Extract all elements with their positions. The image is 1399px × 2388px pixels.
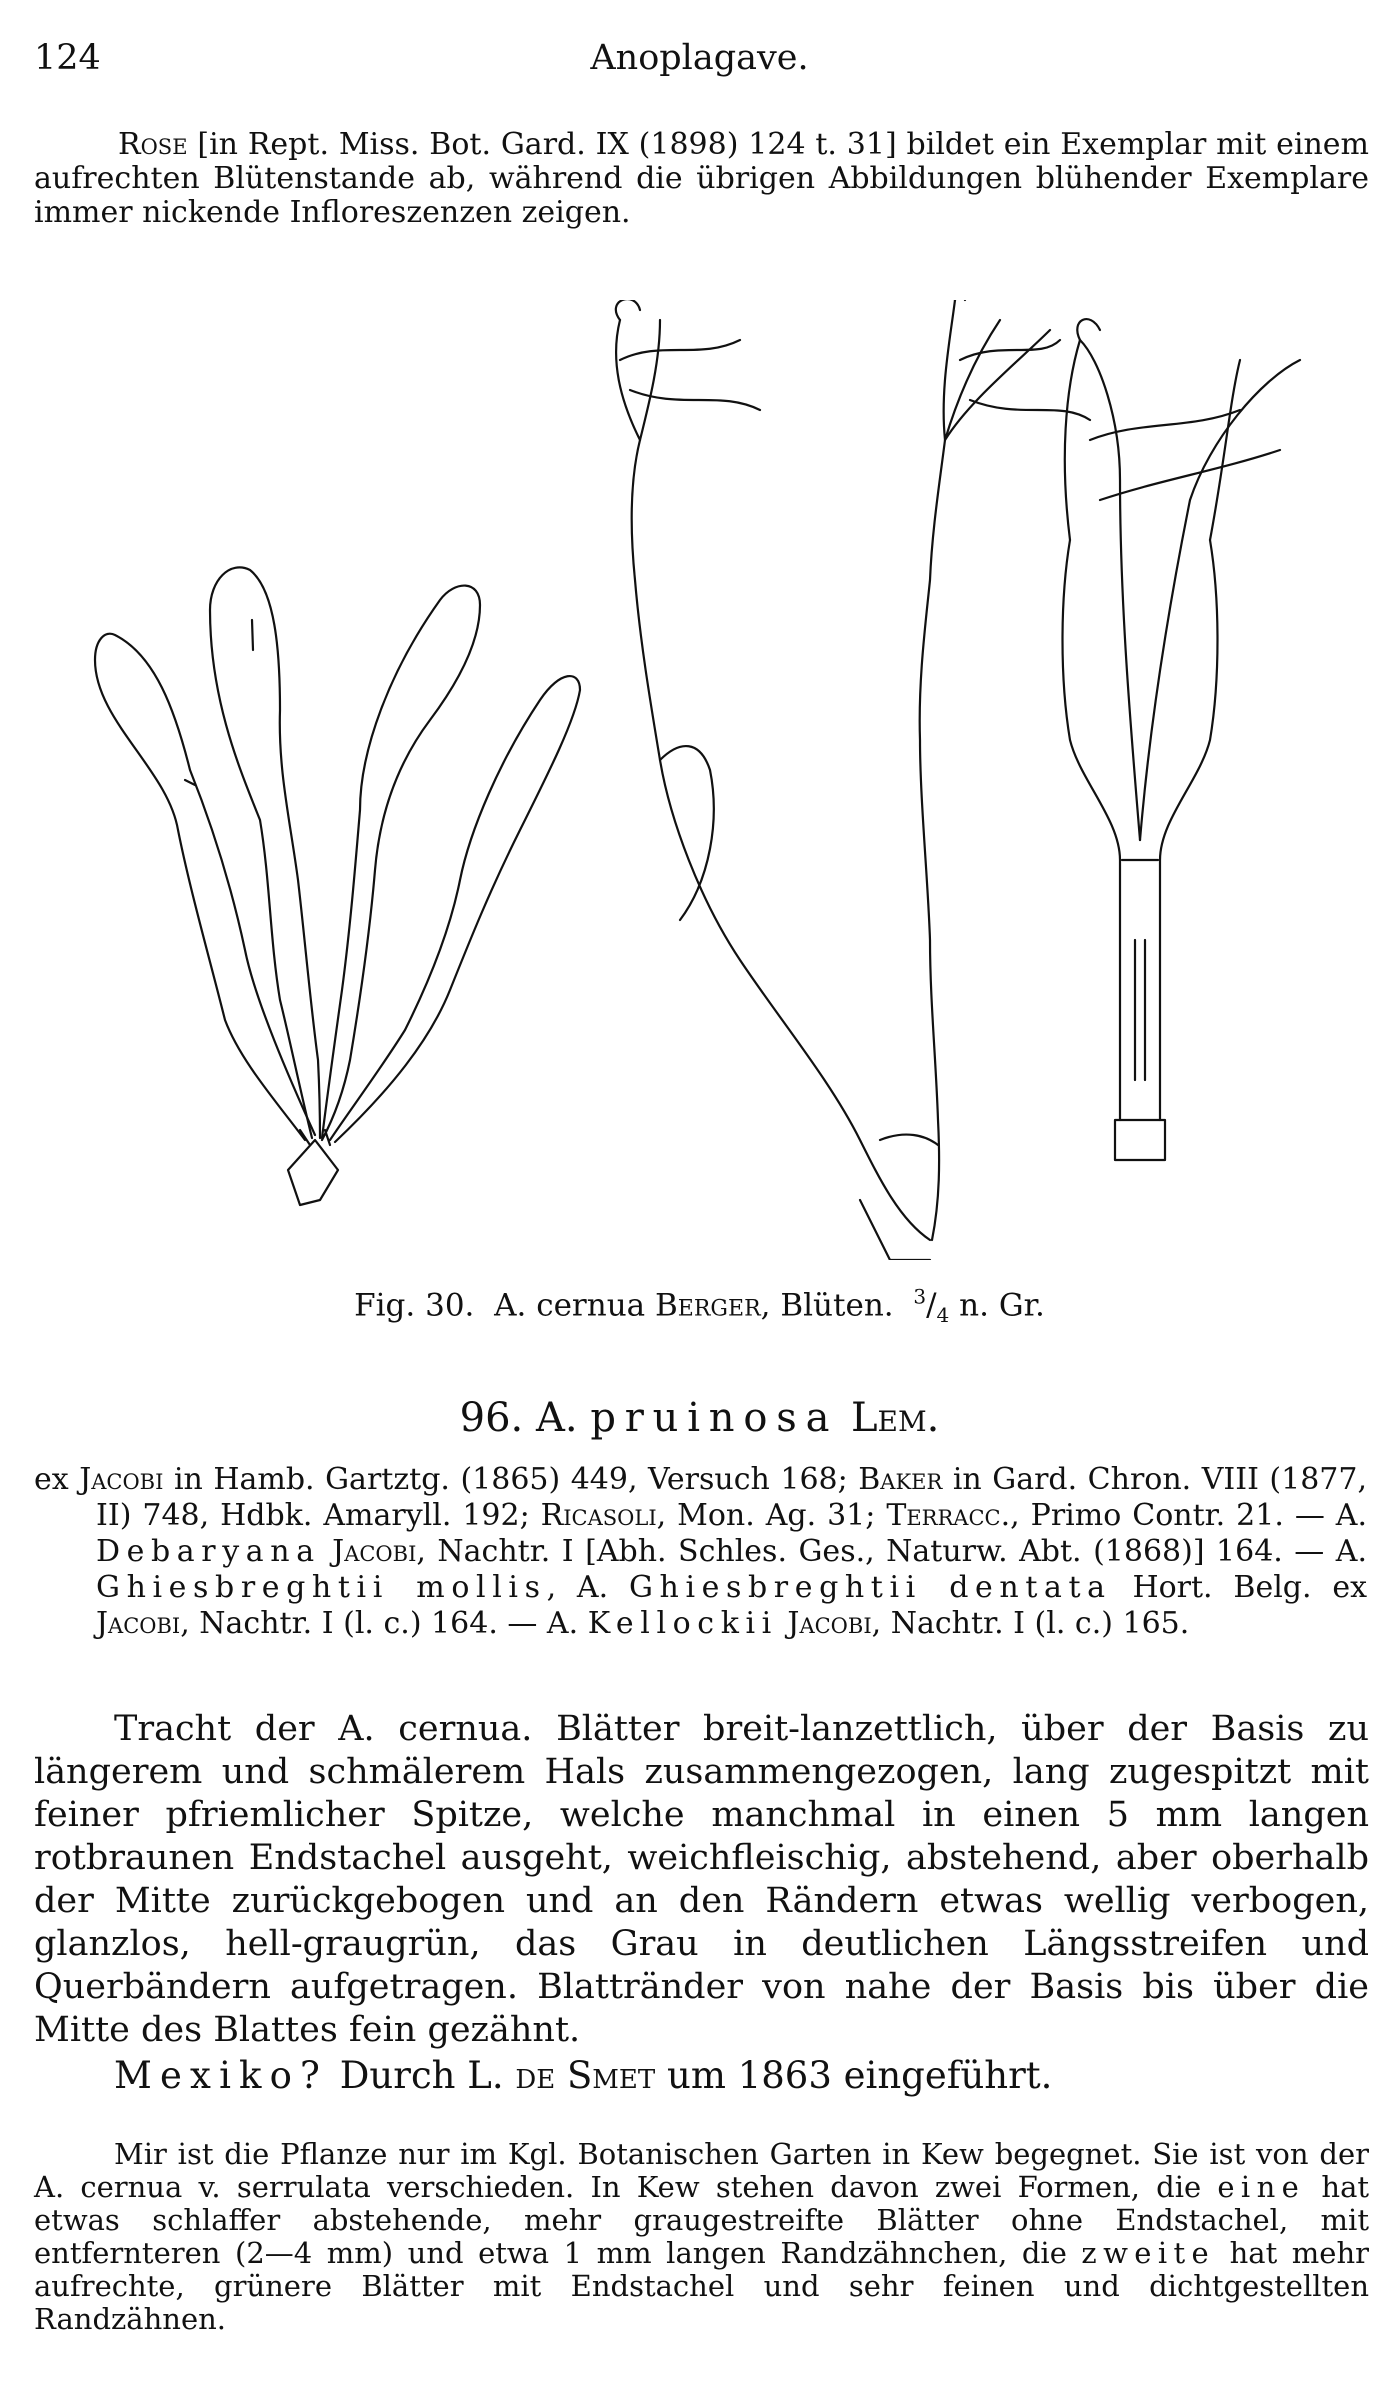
flower-cluster-left: [95, 567, 580, 1205]
note-paragraph: [34, 2138, 1369, 2336]
syn-text: , A.: [546, 1570, 609, 1605]
syn-text: , Nachtr. I (l. c.) 164. — A.: [180, 1606, 579, 1641]
note-emph: eine: [1217, 2170, 1306, 2204]
distribution-text: Durch L.: [339, 2054, 504, 2097]
syn-author: Baker: [858, 1462, 943, 1497]
syn-author: Ricasoli: [540, 1498, 657, 1533]
distribution-de: de: [515, 2054, 556, 2097]
syn-species: Kellockii: [587, 1606, 778, 1641]
figure-caption: [0, 1285, 1399, 1328]
note-emph: zweite: [1081, 2236, 1216, 2270]
synonymy-paragraph: [34, 1462, 1367, 1642]
flower-illustration: [60, 300, 1360, 1260]
scale-denominator: 4: [936, 1303, 950, 1328]
intro-paragraph: [34, 128, 1369, 230]
syn-text: , Nachtr. I (l. c.) 165.: [871, 1606, 1190, 1641]
syn-text: in Hamb. Gartztg. (1865) 449, Versuch 168;: [173, 1462, 848, 1497]
scale-numerator: 3: [913, 1285, 927, 1309]
note-text: hat etwas schlaffer abstehende, mehr graugestreifte Blätter ohne Endstachel, mit entfernteren (2—4 mm) und etwa 1 mm langen Randzähnchen, die: [34, 2170, 1370, 2270]
flower-center: [616, 300, 1090, 1260]
syn-author: Jacobi: [79, 1462, 164, 1497]
syn-author: Terracc.: [886, 1498, 1011, 1533]
syn-text: , Primo Contr. 21. — A.: [1010, 1498, 1367, 1533]
caption-prefix: Fig. 30.: [354, 1287, 475, 1324]
intro-text: [in Rept. Miss. Bot. Gard. IX (1898) 124 t. 31] bildet ein Exemplar mit einem aufrechten Blütenstande ab, während die übrigen Abbildungen blühender Exemplare immer nickende Infloreszenzen zeigen.: [34, 127, 1369, 230]
syn-text: , Nachtr. I [Abh. Schles. Ges., Naturw. Abt. (1868)] 164. — A.: [416, 1534, 1367, 1569]
description-paragraph: Tracht der A. cernua. Blätter breit-lanzettlich, über der Basis zu längerem und schmälerem Hals zusammengezogen, lang zugespitzt mit feiner pfriemlicher Spitze, welche manchmal in einen 5 mm langen rotbraunen Endstachel ausgeht, weichfleischig, abstehend, aber oberhalb der Mitte zurückgebogen und an den Rändern etwas wellig verbogen, glanzlos, hell-graugrün, das Grau in deutlichen Längsstreifen und Querbändern aufgetragen. Blattränder von nahe der Basis bis über die Mitte des Blattes fein gezähnt.: [34, 1709, 1369, 2050]
caption-scale: $^3/_4$: [913, 1285, 950, 1328]
species-author: Lem.: [850, 1395, 940, 1441]
species-name: pruinosa: [590, 1395, 839, 1441]
species-number: 96. A.: [459, 1395, 578, 1441]
syn-author: Jacobi: [332, 1534, 417, 1569]
intro-author: Rose: [118, 127, 188, 162]
syn-text: Hort. Belg. ex: [1132, 1570, 1368, 1605]
page-number: 124: [34, 38, 101, 78]
caption-scale-suffix: n. Gr.: [959, 1287, 1045, 1324]
syn-species: Debaryana: [96, 1534, 321, 1569]
syn-text: ex: [34, 1462, 69, 1497]
caption-species: A. cernua: [494, 1287, 646, 1324]
syn-text: , Mon. Ag. 31;: [656, 1498, 876, 1533]
distribution-author: Smet: [566, 2054, 656, 2097]
syn-author: Jacobi: [787, 1606, 872, 1641]
syn-species: Ghiesbreghtii mollis: [96, 1570, 547, 1605]
syn-author: Jacobi: [96, 1606, 181, 1641]
caption-author: Berger: [655, 1287, 761, 1324]
distribution-line: [114, 2054, 1374, 2097]
distribution-region: Mexiko?: [114, 2054, 328, 2097]
running-title: Anoplagave.: [590, 38, 809, 78]
syn-species: Ghiesbreghtii dentata: [628, 1570, 1112, 1605]
note-text: Mir ist die Pflanze nur im Kgl. Botanischen Garten in Kew begegnet. Sie ist von der A. cernua v. serrulata verschieden. In Kew stehen davon zwei Formen, die: [34, 2137, 1369, 2204]
flower-right: [1063, 319, 1301, 1160]
syn-text: in Gard. Chron. VIII (1877, II) 748, Hdbk. Amaryll. 192;: [96, 1462, 1368, 1533]
note-text: hat mehr aufrechte, grünere Blätter mit Endstachel und sehr feinen und dichtgestellten Randzähnen.: [34, 2236, 1370, 2336]
caption-text: , Blüten.: [760, 1287, 894, 1324]
species-heading: [0, 1395, 1399, 1441]
distribution-text: um 1863 eingeführt.: [667, 2054, 1053, 2097]
